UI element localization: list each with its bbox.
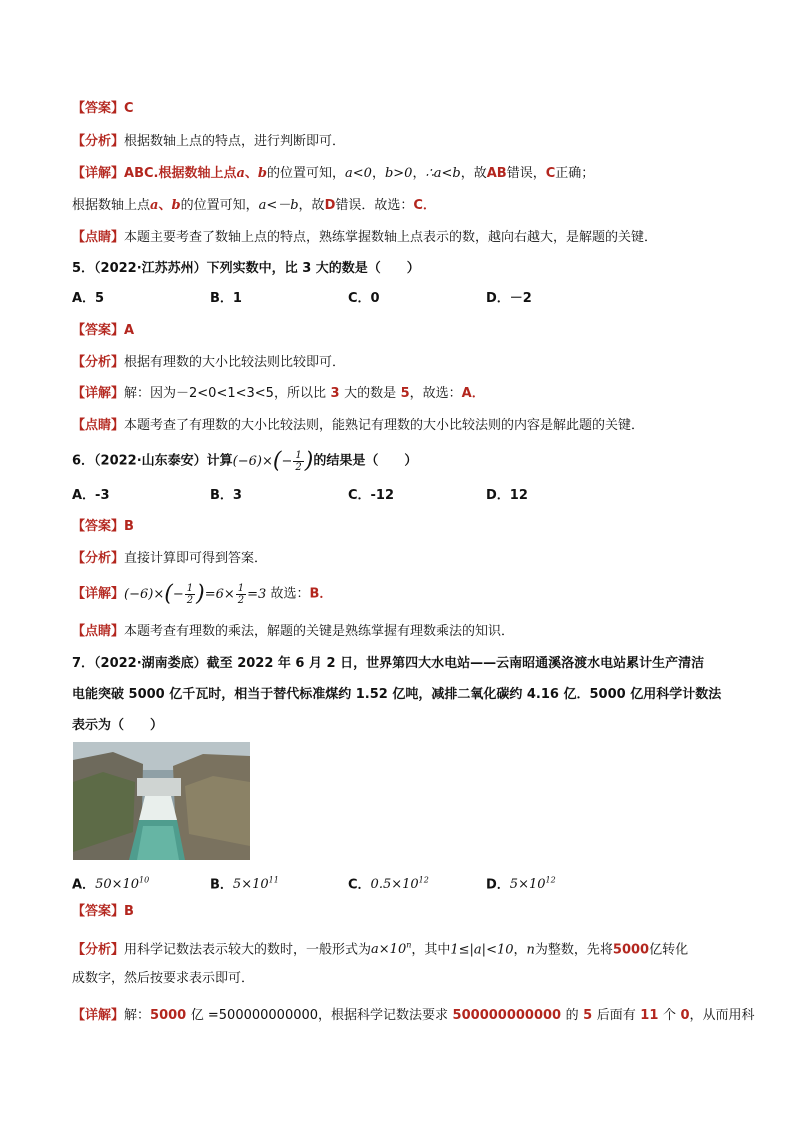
math-b: b [171,198,181,213]
detail-text: 正确； [555,166,595,181]
answer-tag: 【答案】 [72,904,125,919]
q4-detail: 【详解】ABC.根据数轴上点a、b的位置可知，a<0，b>0，∴a<b，故AB错误，C正确； [72,166,595,181]
detail-c-option: C [545,166,556,181]
detail-text: 的位置可知， [180,198,259,213]
tip-tag: 【点睛】 [72,230,125,245]
answer-tag: 【答案】 [72,323,125,338]
q5-detail: 【详解】解：因为－2<0<1<3<5，所以比 3 大的数是 5，故选：A． [72,386,485,401]
q6-option-b: B．3 [210,488,242,503]
detail-text: 大的数是 [344,386,397,401]
tip-tag: 【点睛】 [72,418,125,433]
q6-analysis [72,550,267,568]
math-a: a [150,198,159,213]
detail-tag: 【详解】 [72,166,125,181]
detail-text: 解：因为－2<0<1<3<5，所以比 [124,386,326,401]
tip-text: 本题考查了有理数的大小比较法则，能熟记有理数的大小比较法则的内容是解此题的关键． [124,418,645,433]
tip-text: 本题主要考查了数轴上点的特点，熟练掌握数轴上点表示的数，越向右越大，是解题的关键． [124,230,658,245]
q7-stem-1: 7．（2022·湖南娄底）截至 2022 年 6 月 2 日，世界第四大水电站——云南昭通溪洛渡水电站累计生产清洁 [72,656,705,671]
q7-answer [72,903,134,921]
answer-value: A [124,323,135,338]
q7-analysis-2: 成数字，然后按要求表示即可． [72,971,255,986]
q5-option-d: D．－2 [486,291,532,306]
q4-answer [72,100,134,118]
detail-text: ，故 [298,198,325,213]
answer-tag: 【答案】 [72,101,125,116]
q6-stem-a: 6．（2022·山东泰安）计算 [72,453,233,469]
q4-detail-2: 根据数轴上点a、b的位置可知，a<－b，故D错误．故选：C． [72,198,436,213]
q7-option-d: D．$5\times 10^{12}$ [486,876,556,893]
q6-stem-b: 的结果是（ ） [313,453,418,469]
q7-detail: 【详解】解：5000 亿 =500000000000，根据科学记数法要求 500000000000 的 5 后面有 11 个 0，从而用科 [72,1008,755,1023]
analysis-tag: 【分析】 [72,134,125,149]
analysis-tag: 【分析】 [72,355,125,370]
math-inequality: a<0 [345,166,372,181]
q5-option-a: A．5 [72,291,105,306]
q6-detail: 【详解】(−6)×(− $\frac{1}{2}$ )=6× $\frac{1}{2}$ =3 故选：B． [72,581,333,606]
detail-text: 错误．故选： [335,198,414,213]
q7-option-b: B．$5\times 10^{11}$ [210,876,279,893]
q5-option-c: C．0 [348,291,380,306]
answer-value: B [124,904,134,919]
detail-tag: 【详解】 [72,586,125,602]
math-inequality: ∴a<b [425,166,461,181]
q6-tip [72,623,514,641]
math-a: a [236,166,245,181]
detail-text: ，故 [460,166,487,181]
q5-option-b: B．1 [210,291,242,306]
answer-tag: 【答案】 [72,519,125,534]
q4-tip [72,229,657,247]
detail-text: 的位置可知， [267,166,346,181]
detail-text: 故选： [270,586,310,602]
analysis-text: 根据数轴上点的特点，进行判断即可． [124,134,346,149]
q7-stem-3: 表示为（ ） [72,718,164,733]
q4-analysis [72,133,345,151]
answer-value: C [124,101,134,116]
analysis-tag: 【分析】 [72,551,125,566]
dam-photo [73,742,250,860]
answer-value: B [124,519,134,534]
q5-answer [72,322,134,340]
detail-d-option: D [324,198,336,213]
tip-text: 本题考查有理数的乘法，解题的关键是熟练掌握有理数乘法的知识． [124,624,515,639]
math-b: b [257,166,268,181]
q6-answer [72,518,134,536]
math-inequality: b>0 [384,166,413,181]
detail-ab: AB [486,166,507,181]
q5-stem: 5．（2022·江苏苏州）下列实数中，比 3 大的数是（ ） [72,261,420,276]
tip-tag: 【点睛】 [72,624,125,639]
q6-option-a: A．-3 [72,488,110,503]
detail-text: 错误， [506,166,546,181]
analysis-text: 根据有理数的大小比较法则比较即可． [124,355,346,370]
detail-text: 根据数轴上点 [72,198,151,213]
q6-stem [72,449,417,474]
q6-expression: (−6)×(− $\frac{1}{2}$ ) [232,448,314,473]
detail-choice: C． [413,198,436,213]
q6-option-c: C．-12 [348,488,395,503]
detail-tag: 【详解】 [72,1008,125,1023]
q7-option-a: A．$50\times 10^{10}$ [72,876,150,893]
detail-text: ABC.根据数轴上点 [124,166,237,181]
q7-stem-2: 电能突破 5000 亿千瓦时，相当于替代标准煤约 1.52 亿吨，减排二氧化碳约 4.16 亿．5000 亿用科学计数法 [72,687,722,702]
q7-analysis: 【分析】用科学记数法表示较大的数时，一般形式为$a\times 10^n$，其中1≤|a|<10，n为整数，先将5000亿转化 [72,941,689,958]
q6-detail-math: (−6)×(− $\frac{1}{2}$ )=6× $\frac{1}{2}$ =3 [124,581,267,606]
q5-tip [72,417,644,435]
detail-text: ，故选： [409,386,462,401]
q7-option-c: C．$0.5\times 10^{12}$ [348,876,429,893]
analysis-text: 直接计算即可得到答案． [124,551,268,566]
math-inequality: a<－b [258,198,299,213]
q5-analysis [72,354,345,372]
q6-option-d: D．12 [486,488,528,503]
detail-tag: 【详解】 [72,386,125,401]
analysis-tag: 【分析】 [72,942,125,958]
